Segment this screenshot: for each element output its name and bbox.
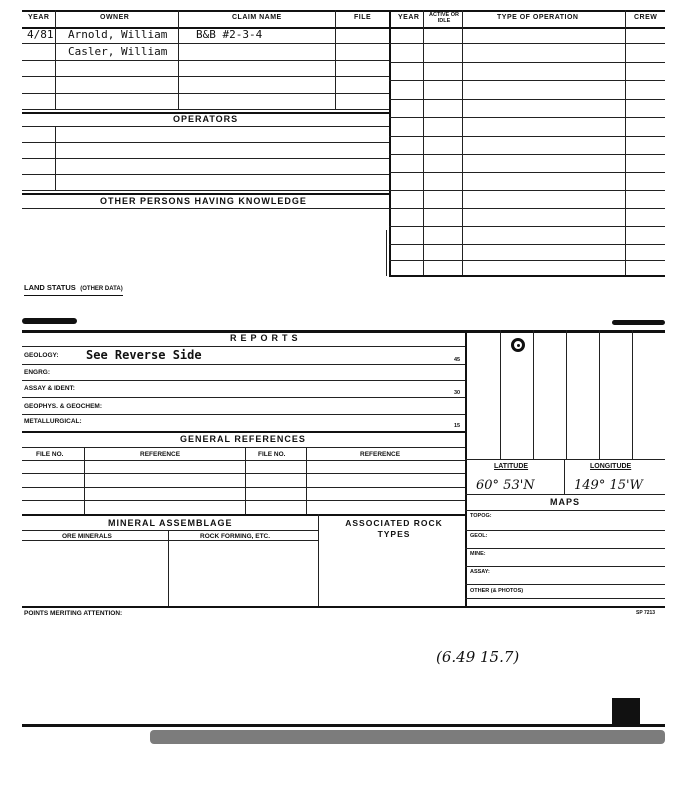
- land-status-label: [24, 277, 123, 296]
- points-meriting-attention-label: POINTS MERITING ATTENTION:: [24, 610, 123, 617]
- header-owner: OWNER: [100, 14, 130, 21]
- map-mine-label: MINE:: [470, 551, 486, 557]
- longitude-value: 149° 15'W: [574, 478, 643, 493]
- top-table: [0, 0, 678, 292]
- reports-heading: REPORTS: [230, 333, 302, 343]
- latitude-value: 60° 53'N: [476, 478, 535, 493]
- other-persons-heading: OTHER PERSONS HAVING KNOWLEDGE: [100, 196, 307, 206]
- header-file: FILE: [354, 14, 372, 21]
- header-active-idle: ACTIVE OR IDLE: [429, 12, 459, 24]
- owner-row-1-owner: Arnold, William: [68, 28, 168, 41]
- scan-smear-bottom-band: [150, 730, 665, 744]
- land-status-title: LAND STATUS: [24, 283, 76, 292]
- header-type-of-operation: TYPE OF OPERATION: [497, 14, 579, 21]
- header-year-2: YEAR: [398, 14, 420, 21]
- longitude-label: LONGITUDE: [590, 463, 632, 470]
- ref-file-no-1: FILE NO.: [36, 451, 64, 458]
- maps-heading: MAPS: [550, 497, 581, 507]
- report-number-30: 30: [454, 390, 461, 396]
- ore-minerals-label: ORE MINERALS: [62, 533, 112, 540]
- ref-reference-1: REFERENCE: [140, 451, 181, 458]
- associated-rock-types-heading: ASSOCIATED ROCK TYPES: [345, 518, 443, 539]
- map-assay-label: ASSAY:: [470, 569, 490, 575]
- owner-row-1-claim: B&B #2-3-4: [196, 28, 263, 41]
- form-number: SP 7213: [636, 610, 656, 616]
- mineral-assemblage-heading: MINERAL ASSEMBLAGE: [108, 518, 233, 528]
- scan-smear-top: [22, 318, 77, 324]
- ref-file-no-2: FILE NO.: [258, 451, 286, 458]
- rock-forming-label: ROCK FORMING, ETC.: [200, 533, 271, 540]
- header-claim-name: CLAIM NAME: [232, 14, 282, 21]
- header-year: YEAR: [28, 14, 50, 21]
- owner-row-2-owner: Casler, William: [68, 45, 168, 58]
- owner-row-1-year: 4/81: [27, 28, 54, 41]
- operators-heading: OPERATORS: [173, 114, 239, 124]
- handwritten-reference: (6.49 15.7): [436, 648, 520, 666]
- map-other-label: OTHER (& PHOTOS): [470, 588, 524, 594]
- metallurgical-label: METALLURGICAL:: [24, 418, 82, 425]
- header-crew: CREW: [634, 14, 658, 21]
- latitude-label: LATITUDE: [494, 463, 529, 470]
- scan-black-square: [612, 698, 640, 724]
- general-references-heading: GENERAL REFERENCES: [180, 434, 306, 444]
- map-topog-label: TOPOG:: [470, 513, 492, 519]
- engrg-label: ENGRG:: [24, 369, 50, 376]
- map-geol-label: GEOL:: [470, 533, 488, 539]
- ref-reference-2: REFERENCE: [360, 451, 401, 458]
- report-number-45: 45: [454, 357, 461, 363]
- report-number-15: 15: [454, 423, 461, 429]
- geology-value: See Reverse Side: [86, 348, 202, 362]
- scan-smear-bottom: [22, 724, 665, 727]
- scan-smear-top-right: [612, 320, 665, 325]
- geophys-label: GEOPHYS. & GEOCHEM:: [24, 403, 103, 410]
- location-marker-icon: [511, 338, 525, 352]
- land-status-sub: (OTHER DATA): [80, 286, 123, 292]
- assay-ident-label: ASSAY & IDENT:: [24, 385, 75, 392]
- geology-label: GEOLOGY:: [24, 352, 59, 359]
